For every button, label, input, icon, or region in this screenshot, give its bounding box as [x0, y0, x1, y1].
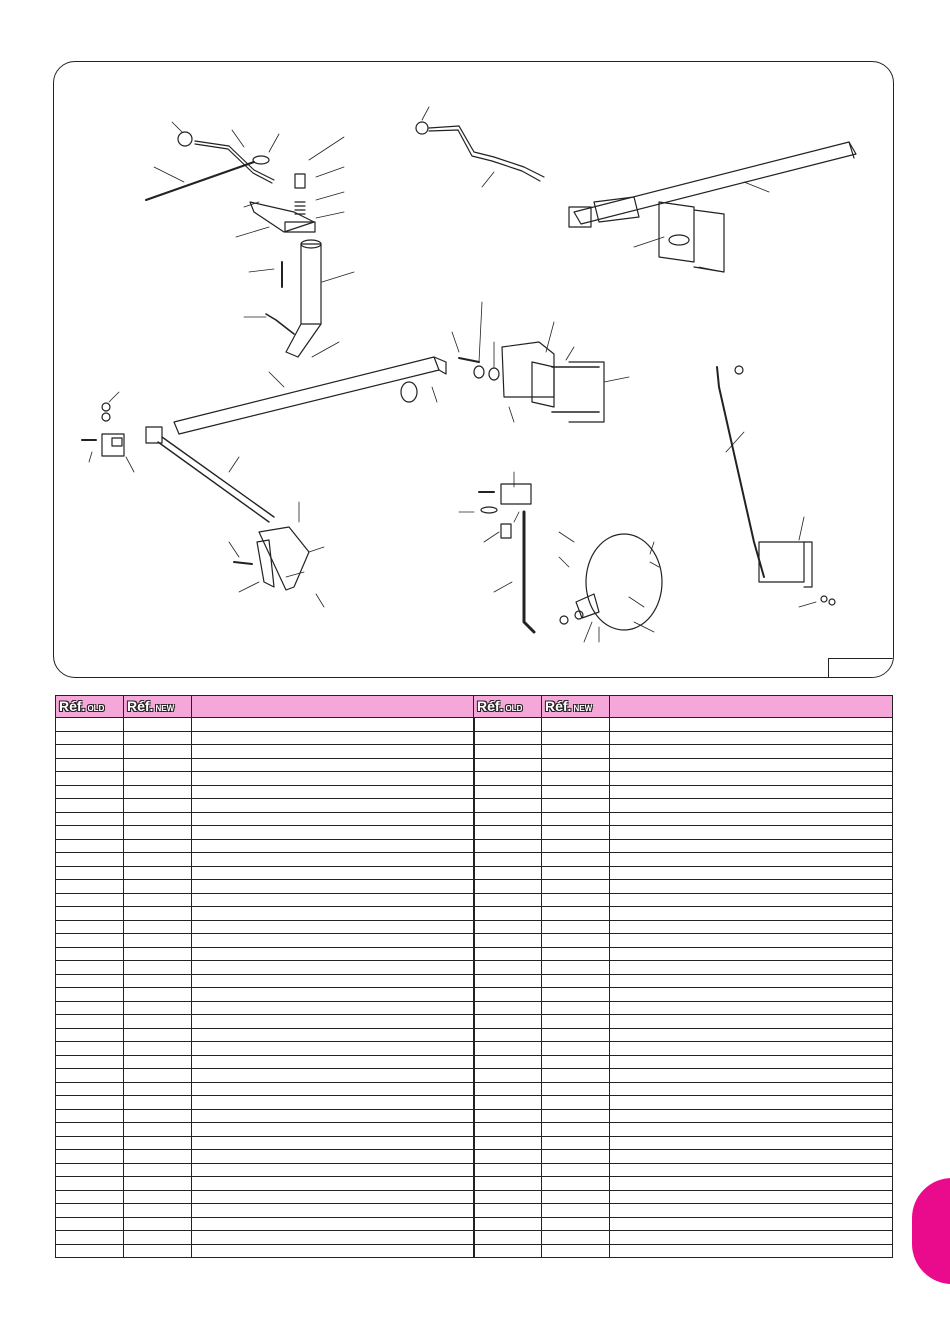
table-cell — [542, 934, 610, 948]
table-cell — [610, 1136, 893, 1150]
table-cell — [474, 1150, 542, 1164]
table-row — [56, 1150, 893, 1164]
table-cell — [610, 1244, 893, 1258]
table-cell — [192, 1217, 474, 1231]
table-cell — [192, 853, 474, 867]
table-cell — [542, 1177, 610, 1191]
table-cell — [542, 772, 610, 786]
table-cell — [192, 1136, 474, 1150]
table-cell — [124, 772, 192, 786]
table-row — [56, 758, 893, 772]
table-cell — [610, 826, 893, 840]
table-cell — [542, 1096, 610, 1110]
table-cell — [542, 758, 610, 772]
table-row — [56, 839, 893, 853]
table-cell — [542, 731, 610, 745]
table-cell — [474, 947, 542, 961]
table-cell — [610, 1096, 893, 1110]
table-cell — [124, 1069, 192, 1083]
table-cell — [192, 1082, 474, 1096]
table-row — [56, 1001, 893, 1015]
table-cell — [474, 1015, 542, 1029]
table-cell — [124, 893, 192, 907]
table-cell — [124, 1042, 192, 1056]
table-cell — [124, 1055, 192, 1069]
table-cell — [542, 1028, 610, 1042]
table-cell — [610, 1042, 893, 1056]
table-cell — [56, 1217, 124, 1231]
table-cell — [124, 1123, 192, 1137]
table-cell — [56, 893, 124, 907]
table-cell — [610, 1055, 893, 1069]
table-cell — [610, 839, 893, 853]
table-cell — [56, 1082, 124, 1096]
table-cell — [474, 1244, 542, 1258]
table-cell — [474, 1042, 542, 1056]
table-cell — [56, 1150, 124, 1164]
table-cell — [124, 1231, 192, 1245]
table-cell — [192, 907, 474, 921]
table-cell — [56, 1204, 124, 1218]
table-cell — [56, 1096, 124, 1110]
table-cell — [542, 1231, 610, 1245]
table-cell — [124, 1136, 192, 1150]
table-cell — [542, 1042, 610, 1056]
table-cell — [56, 1109, 124, 1123]
exploded-parts-diagram — [53, 61, 894, 678]
table-cell — [474, 1055, 542, 1069]
table-cell — [124, 1001, 192, 1015]
table-cell — [56, 988, 124, 1002]
table-row — [56, 1096, 893, 1110]
table-cell — [56, 799, 124, 813]
table-cell — [192, 799, 474, 813]
table-cell — [474, 799, 542, 813]
table-cell — [610, 785, 893, 799]
table-cell — [56, 785, 124, 799]
table-cell — [474, 1177, 542, 1191]
table-cell — [610, 745, 893, 759]
table-cell — [192, 812, 474, 826]
table-cell — [474, 1204, 542, 1218]
table-cell — [542, 893, 610, 907]
table-cell — [192, 1244, 474, 1258]
table-cell — [474, 1082, 542, 1096]
table-cell — [192, 1163, 474, 1177]
table-row — [56, 866, 893, 880]
table-cell — [56, 880, 124, 894]
table-cell — [124, 1204, 192, 1218]
table-row — [56, 988, 893, 1002]
table-cell — [124, 961, 192, 975]
table-cell — [610, 947, 893, 961]
table-cell — [192, 880, 474, 894]
col-description-left — [192, 696, 474, 718]
table-cell — [124, 1015, 192, 1029]
table-cell — [542, 1055, 610, 1069]
table-cell — [542, 745, 610, 759]
table-cell — [542, 866, 610, 880]
table-cell — [474, 974, 542, 988]
table-cell — [56, 718, 124, 732]
table-cell — [542, 1150, 610, 1164]
table-cell — [124, 1217, 192, 1231]
table-cell — [610, 1150, 893, 1164]
table-cell — [474, 1109, 542, 1123]
table-row — [56, 826, 893, 840]
table-cell — [610, 758, 893, 772]
table-cell — [192, 772, 474, 786]
table-cell — [542, 785, 610, 799]
table-cell — [124, 1150, 192, 1164]
table-cell — [610, 718, 893, 732]
table-cell — [192, 1001, 474, 1015]
table-cell — [56, 1069, 124, 1083]
table-cell — [192, 1096, 474, 1110]
table-cell — [56, 866, 124, 880]
table-row — [56, 907, 893, 921]
table-cell — [474, 785, 542, 799]
table-cell — [610, 866, 893, 880]
table-cell — [124, 1244, 192, 1258]
table-cell — [56, 853, 124, 867]
table-cell — [474, 1163, 542, 1177]
table-cell — [192, 745, 474, 759]
table-cell — [192, 1177, 474, 1191]
table-row — [56, 1231, 893, 1245]
table-cell — [610, 920, 893, 934]
table-cell — [474, 1231, 542, 1245]
figure-reference-box — [828, 658, 894, 678]
table-cell — [474, 920, 542, 934]
table-row — [56, 1204, 893, 1218]
table-cell — [542, 853, 610, 867]
table-cell — [56, 1028, 124, 1042]
table-cell — [542, 1015, 610, 1029]
table-cell — [610, 934, 893, 948]
table-cell — [192, 1015, 474, 1029]
table-cell — [542, 1136, 610, 1150]
table-cell — [474, 758, 542, 772]
table-cell — [542, 1190, 610, 1204]
table-cell — [56, 758, 124, 772]
table-cell — [192, 758, 474, 772]
table-cell — [192, 1055, 474, 1069]
table-cell — [542, 1001, 610, 1015]
table-cell — [474, 1069, 542, 1083]
table-row — [56, 1042, 893, 1056]
table-row — [56, 1177, 893, 1191]
table-cell — [474, 1190, 542, 1204]
table-cell — [610, 1177, 893, 1191]
table-cell — [610, 893, 893, 907]
table-cell — [192, 1109, 474, 1123]
table-cell — [542, 1204, 610, 1218]
table-row — [56, 1069, 893, 1083]
table-cell — [610, 1204, 893, 1218]
table-cell — [56, 920, 124, 934]
table-cell — [610, 907, 893, 921]
table-cell — [542, 826, 610, 840]
parts-drawing — [54, 62, 894, 678]
table-cell — [124, 1109, 192, 1123]
table-cell — [474, 745, 542, 759]
table-cell — [610, 853, 893, 867]
table-cell — [56, 1231, 124, 1245]
table-cell — [192, 731, 474, 745]
table-cell — [542, 799, 610, 813]
table-cell — [610, 961, 893, 975]
table-cell — [542, 1244, 610, 1258]
table-cell — [192, 974, 474, 988]
table-cell — [474, 1217, 542, 1231]
table-cell — [192, 826, 474, 840]
table-cell — [56, 1015, 124, 1029]
table-cell — [124, 1163, 192, 1177]
page-thumb-tab — [912, 1178, 950, 1284]
table-cell — [56, 934, 124, 948]
table-cell — [56, 961, 124, 975]
table-cell — [542, 718, 610, 732]
table-cell — [610, 1109, 893, 1123]
table-row — [56, 947, 893, 961]
table-cell — [610, 1190, 893, 1204]
table-cell — [610, 974, 893, 988]
table-cell — [56, 1001, 124, 1015]
table-row — [56, 1082, 893, 1096]
table-cell — [56, 731, 124, 745]
table-cell — [56, 1042, 124, 1056]
parts-table-body — [56, 718, 893, 1258]
table-row — [56, 880, 893, 894]
table-cell — [542, 988, 610, 1002]
table-cell — [124, 1082, 192, 1096]
table-cell — [474, 718, 542, 732]
table-cell — [192, 718, 474, 732]
table-cell — [610, 1001, 893, 1015]
table-cell — [124, 988, 192, 1002]
table-cell — [542, 812, 610, 826]
table-cell — [56, 839, 124, 853]
table-cell — [192, 866, 474, 880]
table-cell — [56, 745, 124, 759]
table-cell — [474, 731, 542, 745]
table-cell — [124, 1028, 192, 1042]
table-cell — [124, 812, 192, 826]
table-cell — [474, 934, 542, 948]
table-row — [56, 893, 893, 907]
table-cell — [56, 1190, 124, 1204]
table-cell — [542, 1217, 610, 1231]
table-cell — [474, 839, 542, 853]
table-row — [56, 1163, 893, 1177]
table-cell — [542, 961, 610, 975]
table-cell — [610, 1163, 893, 1177]
table-cell — [474, 853, 542, 867]
table-cell — [192, 1123, 474, 1137]
table-cell — [124, 839, 192, 853]
table-cell — [124, 866, 192, 880]
table-cell — [542, 1082, 610, 1096]
table-cell — [124, 731, 192, 745]
table-cell — [192, 1231, 474, 1245]
table-cell — [56, 947, 124, 961]
table-cell — [474, 772, 542, 786]
table-row — [56, 812, 893, 826]
table-cell — [542, 1123, 610, 1137]
table-cell — [124, 907, 192, 921]
table-cell — [610, 1123, 893, 1137]
table-cell — [124, 718, 192, 732]
table-cell — [56, 974, 124, 988]
parts-table-header — [56, 696, 893, 718]
table-cell — [124, 974, 192, 988]
table-cell — [542, 839, 610, 853]
table-cell — [192, 1204, 474, 1218]
table-row — [56, 1028, 893, 1042]
table-cell — [610, 988, 893, 1002]
table-cell — [192, 961, 474, 975]
table-cell — [474, 1001, 542, 1015]
table-row — [56, 974, 893, 988]
table-cell — [124, 947, 192, 961]
parts-table — [55, 695, 893, 1258]
table-row — [56, 1136, 893, 1150]
table-cell — [124, 880, 192, 894]
table-cell — [124, 1096, 192, 1110]
table-cell — [474, 961, 542, 975]
table-row — [56, 799, 893, 813]
table-cell — [192, 1042, 474, 1056]
table-row — [56, 934, 893, 948]
table-cell — [474, 1096, 542, 1110]
table-cell — [124, 745, 192, 759]
table-cell — [192, 988, 474, 1002]
table-row — [56, 785, 893, 799]
table-cell — [56, 826, 124, 840]
table-cell — [474, 893, 542, 907]
table-cell — [610, 1082, 893, 1096]
table-cell — [474, 1136, 542, 1150]
table-cell — [124, 758, 192, 772]
table-cell — [124, 799, 192, 813]
table-cell — [192, 1190, 474, 1204]
table-row — [56, 1109, 893, 1123]
table-cell — [610, 731, 893, 745]
table-cell — [542, 1109, 610, 1123]
table-row — [56, 718, 893, 732]
table-cell — [542, 880, 610, 894]
table-cell — [542, 947, 610, 961]
table-row — [56, 1244, 893, 1258]
table-cell — [474, 1028, 542, 1042]
table-cell — [474, 826, 542, 840]
table-cell — [124, 826, 192, 840]
table-cell — [192, 785, 474, 799]
table-cell — [542, 1069, 610, 1083]
table-cell — [610, 1231, 893, 1245]
table-cell — [610, 772, 893, 786]
table-cell — [56, 1123, 124, 1137]
table-cell — [542, 907, 610, 921]
table-cell — [192, 1069, 474, 1083]
table-cell — [474, 812, 542, 826]
table-cell — [124, 1177, 192, 1191]
table-row — [56, 961, 893, 975]
table-cell — [56, 1055, 124, 1069]
table-cell — [474, 907, 542, 921]
table-row — [56, 1055, 893, 1069]
table-cell — [56, 1244, 124, 1258]
table-cell — [610, 812, 893, 826]
table-cell — [56, 1163, 124, 1177]
table-cell — [474, 988, 542, 1002]
table-row — [56, 1015, 893, 1029]
table-cell — [124, 853, 192, 867]
table-cell — [542, 1163, 610, 1177]
col-ref-new-right: Réf. NEW — [542, 696, 610, 718]
table-cell — [610, 880, 893, 894]
table-cell — [192, 1150, 474, 1164]
table-cell — [124, 785, 192, 799]
table-cell — [610, 1028, 893, 1042]
table-cell — [610, 1217, 893, 1231]
table-row — [56, 731, 893, 745]
table-cell — [542, 974, 610, 988]
table-cell — [474, 1123, 542, 1137]
table-cell — [56, 1177, 124, 1191]
table-row — [56, 772, 893, 786]
table-row — [56, 1123, 893, 1137]
table-cell — [610, 799, 893, 813]
table-row — [56, 1217, 893, 1231]
table-cell — [124, 934, 192, 948]
table-cell — [124, 920, 192, 934]
col-ref-old-right: Réf. OLD — [474, 696, 542, 718]
table-cell — [192, 934, 474, 948]
table-cell — [542, 920, 610, 934]
table-cell — [56, 1136, 124, 1150]
table-cell — [192, 920, 474, 934]
table-cell — [124, 1190, 192, 1204]
table-cell — [192, 839, 474, 853]
table-row — [56, 1190, 893, 1204]
table-cell — [192, 947, 474, 961]
col-ref-new-left: Réf. NEW — [124, 696, 192, 718]
table-cell — [474, 866, 542, 880]
col-ref-old-left: Réf. OLD — [56, 696, 124, 718]
table-cell — [56, 772, 124, 786]
table-cell — [610, 1069, 893, 1083]
table-cell — [474, 880, 542, 894]
table-cell — [56, 812, 124, 826]
table-cell — [192, 1028, 474, 1042]
table-row — [56, 745, 893, 759]
table-cell — [56, 907, 124, 921]
table-row — [56, 853, 893, 867]
table-cell — [192, 893, 474, 907]
table-row — [56, 920, 893, 934]
table-cell — [610, 1015, 893, 1029]
col-description-right — [610, 696, 893, 718]
